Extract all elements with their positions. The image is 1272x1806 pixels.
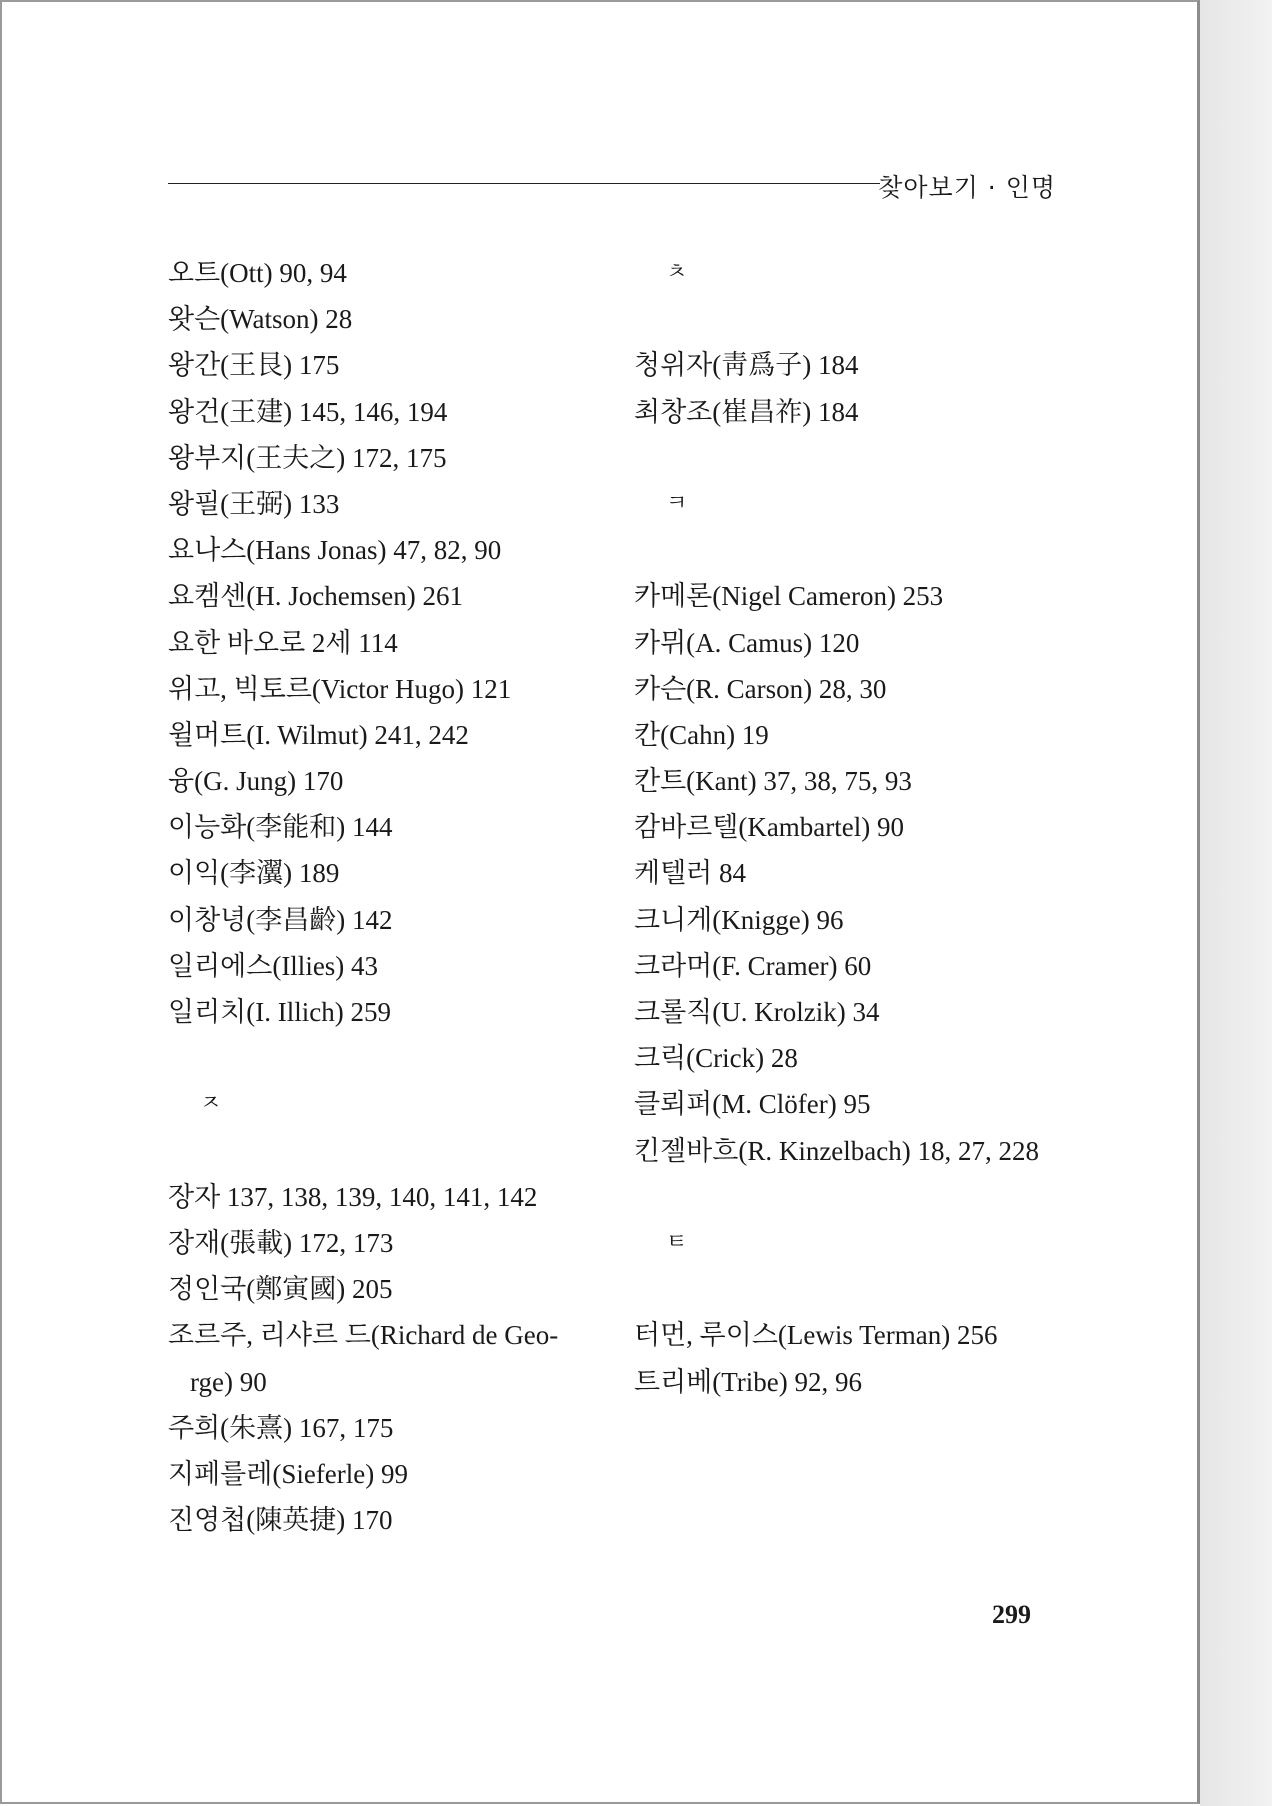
index-entry: 요나스(Hans Jonas) 47, 82, 90 xyxy=(168,535,502,566)
index-entry: 왕간(王艮) 175 xyxy=(168,350,340,381)
index-entry: 케텔러 84 xyxy=(634,858,746,889)
index-entry: 카슨(R. Carson) 28, 30 xyxy=(634,673,887,704)
index-section-heading: ㅈ xyxy=(200,1091,222,1117)
header-title: 찾아보기 · 인명 xyxy=(878,173,1056,202)
index-spacer xyxy=(634,1266,1064,1312)
index-entry: 카메론(Nigel Cameron) 253 xyxy=(634,581,944,612)
index-column-left xyxy=(168,250,588,1543)
index-entry: 왕건(王建) 145, 146, 194 xyxy=(168,396,448,427)
index-entry: 오트(Ott) 90, 94 xyxy=(168,258,347,288)
index-entry: 크라머(F. Cramer) 60 xyxy=(634,950,872,981)
index-spacer xyxy=(634,435,1064,481)
index-entry: 트리베(Tribe) 92, 96 xyxy=(634,1366,862,1397)
index-entry: 왕필(王弼) 133 xyxy=(168,488,340,519)
index-entry: 캄바르텔(Kambartel) 90 xyxy=(634,812,905,843)
page-number: 299 xyxy=(992,1600,1031,1629)
index-entry: 위고, 빅토르(Victor Hugo) 121 xyxy=(168,673,512,704)
index-entry: 정인국(鄭寅國) 205 xyxy=(168,1274,393,1305)
index-entry: 킨젤바흐(R. Kinzelbach) 18, 27, 228 xyxy=(634,1135,1040,1166)
index-entry: 터먼, 루이스(Lewis Terman) 256 xyxy=(634,1320,998,1351)
index-entry: 요한 바오로 2세 114 xyxy=(168,627,398,658)
index-entry: 카뮈(A. Camus) 120 xyxy=(634,627,860,658)
viewer-gutter xyxy=(1200,0,1272,1806)
index-entry: 이익(李瀷) 189 xyxy=(168,858,340,889)
index-entry: 진영첩(陳英捷) 170 xyxy=(168,1505,393,1536)
index-entry: 장자 137, 138, 139, 140, 141, 142 xyxy=(168,1181,538,1212)
index-entry: 융(G. Jung) 170 xyxy=(168,766,344,797)
index-entry: 최창조(崔昌祚) 184 xyxy=(634,396,859,427)
header-rule xyxy=(168,183,880,184)
index-entry: 크릭(Crick) 28 xyxy=(634,1043,798,1074)
index-entry-continuation: rge) 90 xyxy=(190,1366,267,1397)
index-spacer xyxy=(168,1128,588,1174)
index-section-heading: ㅊ xyxy=(666,260,688,285)
index-entry: 이창녕(李昌齡) 142 xyxy=(168,904,393,935)
index-entry: 주희(朱熹) 167, 175 xyxy=(168,1412,394,1443)
index-section-heading: ㅌ xyxy=(666,1229,688,1255)
index-entry: 장재(張載) 172, 173 xyxy=(168,1227,394,1258)
index-entry: 왓슨(Watson) 28 xyxy=(168,304,353,335)
index-spacer xyxy=(634,1174,1064,1220)
index-entry: 칸(Cahn) 19 xyxy=(634,719,769,750)
running-header xyxy=(168,162,1056,206)
index-entry: 청위자(靑爲子) 184 xyxy=(634,350,859,381)
index-entry: 크니게(Knigge) 96 xyxy=(634,904,844,935)
index-entry: 칸트(Kant) 37, 38, 75, 93 xyxy=(634,766,912,797)
index-entry: 조르주, 리샤르 드(Richard de Geo- xyxy=(168,1320,559,1351)
index-entry: 요켐센(H. Jochemsen) 261 xyxy=(168,581,463,612)
index-column-right xyxy=(634,250,1064,1405)
index-spacer xyxy=(634,296,1064,342)
index-spacer xyxy=(634,527,1064,573)
index-entry: 크롤직(U. Krolzik) 34 xyxy=(634,997,880,1027)
index-section-heading: ㅋ xyxy=(666,490,688,516)
index-entry: 이능화(李能和) 144 xyxy=(168,812,393,843)
index-entry: 지페를레(Sieferle) 99 xyxy=(168,1458,409,1489)
index-entry: 일리치(I. Illich) 259 xyxy=(168,997,391,1027)
index-entry: 윌머트(I. Wilmut) 241, 242 xyxy=(168,719,469,750)
index-entry: 왕부지(王夫之) 172, 175 xyxy=(168,442,447,473)
index-spacer xyxy=(168,1035,588,1081)
index-entry: 일리에스(Illies) 43 xyxy=(168,950,379,981)
index-entry: 클뢰퍼(M. Clöfer) 95 xyxy=(634,1089,871,1120)
